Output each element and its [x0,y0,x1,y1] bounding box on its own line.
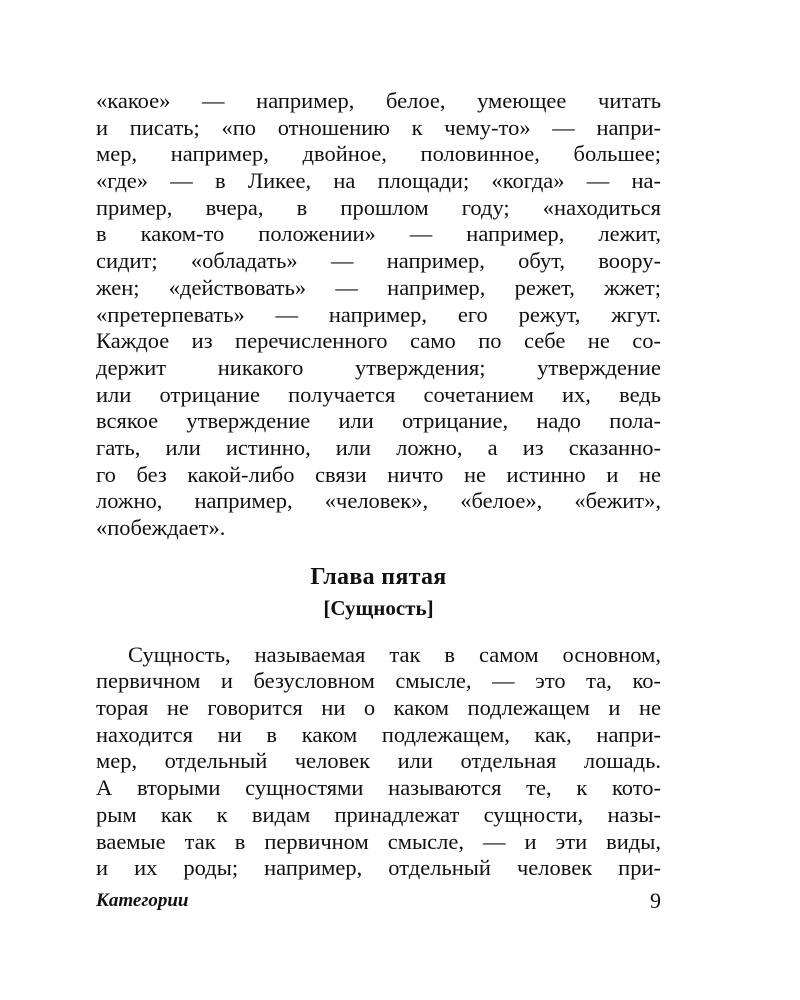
text-line: всякое утверждение или отрицание, надо пола- [96,408,661,434]
text-line: мер, отдельный человек или отдельная лошадь. [96,748,661,774]
page-footer [96,888,661,918]
text-line: находится ни в каком подлежащем, как, напри- [96,721,661,747]
text-line: «какое» — например, белое, умеющее читать [96,88,661,113]
paragraph-categories-list [96,88,661,542]
text-line: торая не говорится ни о каком подлежащем и не [96,695,661,721]
text-line: и писать; «по отношению к чему-то» — напри- [96,114,661,140]
text-line: Каждое из перечисленного само по себе не со- [96,328,661,354]
text-line: ложно, например, «человек», «белое», «бежит», [96,488,661,514]
text-line: или отрицание получается сочетанием их, ведь [96,381,661,407]
text-line: «претерпевать» — например, его режут, жгут. [96,301,661,327]
text-line: «побеждает». [96,515,226,540]
running-title: Категории [96,890,189,911]
paragraph-essence [96,642,661,882]
text-line: жен; «действовать» — например, режет, жжет; [96,274,661,300]
text-line: го без какой-либо связи ничто не истинно и не [96,461,661,487]
text-line: А вторыми сущностями называются те, к кото- [96,775,661,801]
chapter-title: Глава пятая [310,563,447,590]
text-line: мер, например, двойное, половинное, большее; [96,141,661,167]
chapter-subtitle: [Сущность] [323,595,434,620]
text-line: сидит; «обладать» — например, обут, воору- [96,248,661,274]
text-line: первичном и безусловном смысле, — это та, ко- [96,668,661,694]
text-line: «где» — в Ликее, на площади; «когда» — на- [96,168,661,194]
text-line: держит никакого утверждения; утверждение [96,354,661,380]
text-line: в каком-то положении» — например, лежит, [96,221,661,247]
text-line: ваемые так в первичном смысле, — и эти виды, [96,828,661,854]
page-body [96,88,661,882]
page-number: 9 [650,888,661,913]
text-line: и их роды; например, отдельный человек при- [96,855,661,881]
text-line: Сущность, называемая так в самом основном, [128,641,661,667]
text-line: рым как к видам принадлежат сущности, назы- [96,801,661,827]
text-line: пример, вчера, в прошлом году; «находиться [96,194,661,220]
text-line: гать, или истинно, или ложно, а из сказанно- [96,434,661,460]
